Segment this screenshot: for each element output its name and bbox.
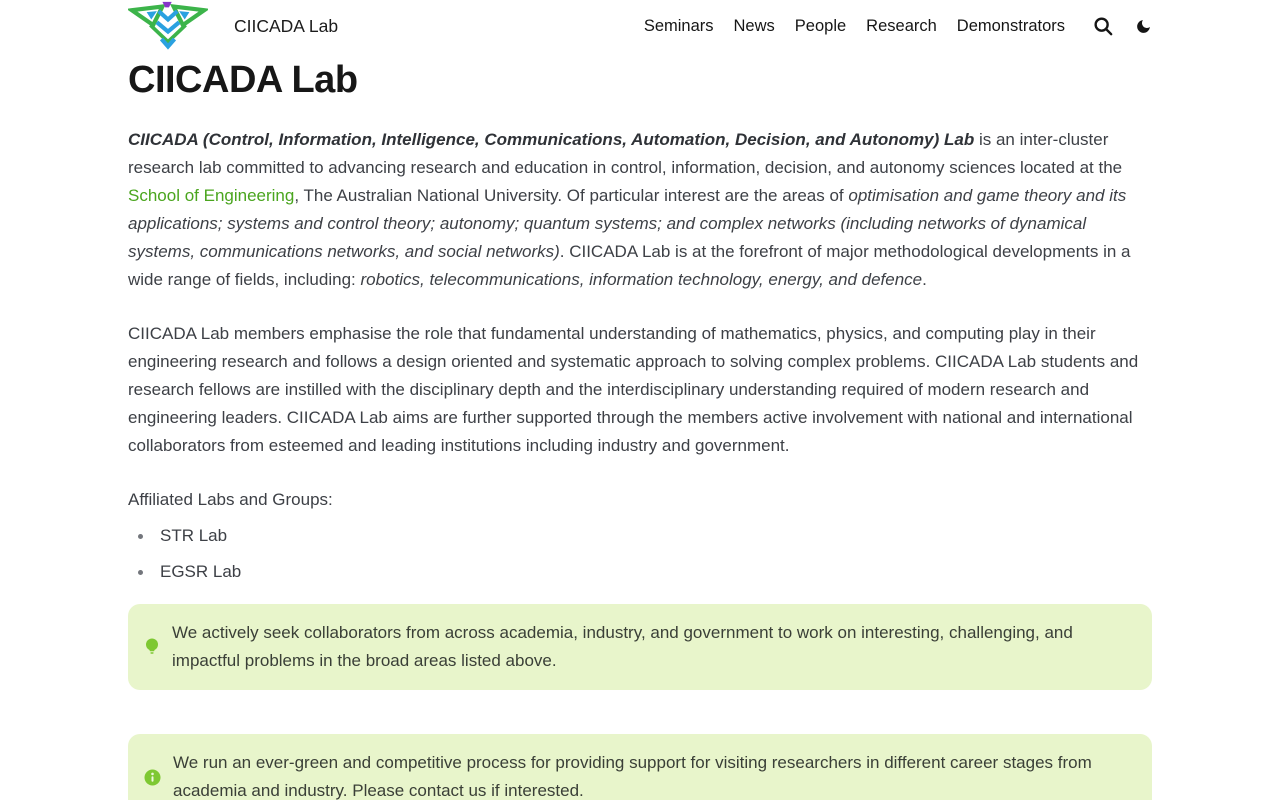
nav-menu — [644, 16, 1152, 36]
fields-text: robotics, telecommunications, information technology, energy, and defence — [360, 270, 923, 289]
school-of-engineering-link[interactable]: School of Engineering — [128, 186, 295, 205]
research-areas-text: optimisation and game theory and its applications; systems and control theory; autonomy; quantum systems; and complex networks (including networks of dynamical systems, communications networks, and social networks) — [128, 186, 1127, 261]
nav-item-people[interactable]: People — [794, 16, 847, 35]
dark-mode-moon-icon[interactable] — [1135, 18, 1152, 35]
nav-icon-group — [1093, 16, 1152, 36]
callout-text: We run an ever-green and competitive process for providing support for visiting researchers in different career stages from academia and industry. Please contact us if interested. — [173, 753, 1092, 800]
affiliated-labs-list — [128, 522, 1152, 586]
list-item-label: EGSR Lab — [160, 562, 242, 581]
nav-item-seminars[interactable]: Seminars — [643, 16, 714, 35]
members-paragraph: CIICADA Lab members emphasise the role that fundamental understanding of mathematics, physics, and computing play in their engineering research and follows a design oriented and systematic approach to solving complex problems. CIICADA Lab students and research fellows are instilled with the disciplinary depth and the interdisciplinary understanding required of modern research and engineering leaders. CIICADA Lab aims are further supported through the members active involvement with national and international collaborators from esteemed and leading institutions including industry and government. — [128, 324, 1139, 455]
page-title: CIICADA Lab — [128, 59, 358, 101]
callout-text: We actively seek collaborators from across academia, industry, and government to work on interesting, challenging, and impactful problems in the broad areas listed above. — [172, 623, 1073, 670]
bullet-dot-icon — [138, 534, 143, 539]
collaborators-callout — [128, 604, 1152, 690]
lightbulb-icon — [144, 637, 160, 658]
navbar — [128, 0, 1152, 52]
nav-item-research[interactable]: Research — [866, 16, 937, 35]
intro-paragraph — [128, 126, 1152, 294]
intro-text-4: . — [922, 270, 927, 289]
affiliated-heading: Affiliated Labs and Groups: — [128, 490, 333, 509]
nav-item-demonstrators[interactable]: Demonstrators — [956, 16, 1065, 35]
list-item-label: STR Lab — [160, 526, 228, 545]
list-item-str-lab — [128, 522, 1152, 550]
bullet-dot-icon — [138, 570, 143, 575]
search-icon[interactable] — [1093, 16, 1113, 36]
intro-text-3: . CIICADA Lab is at the forefront of major methodological developments in a wide range of fields, including: — [128, 242, 1131, 289]
info-icon — [144, 769, 161, 786]
visiting-researchers-callout — [128, 734, 1152, 800]
nav-item-news[interactable]: News — [733, 16, 775, 35]
list-item-egsr-lab — [128, 558, 1152, 586]
ciicada-logo-icon — [128, 0, 208, 52]
lab-full-name: CIICADA (Control, Information, Intelligence, Communications, Automation, Decision, and Autonomy) Lab — [128, 130, 975, 149]
brand-name: CIICADA Lab — [234, 15, 339, 36]
intro-text-2: , The Australian National University. Of particular interest are the areas of — [294, 186, 849, 205]
brand-home-link[interactable] — [128, 0, 338, 52]
intro-text-1: is an inter-cluster research lab committed to advancing research and education in control, information, decision, and autonomy sciences located at the — [128, 130, 1123, 177]
